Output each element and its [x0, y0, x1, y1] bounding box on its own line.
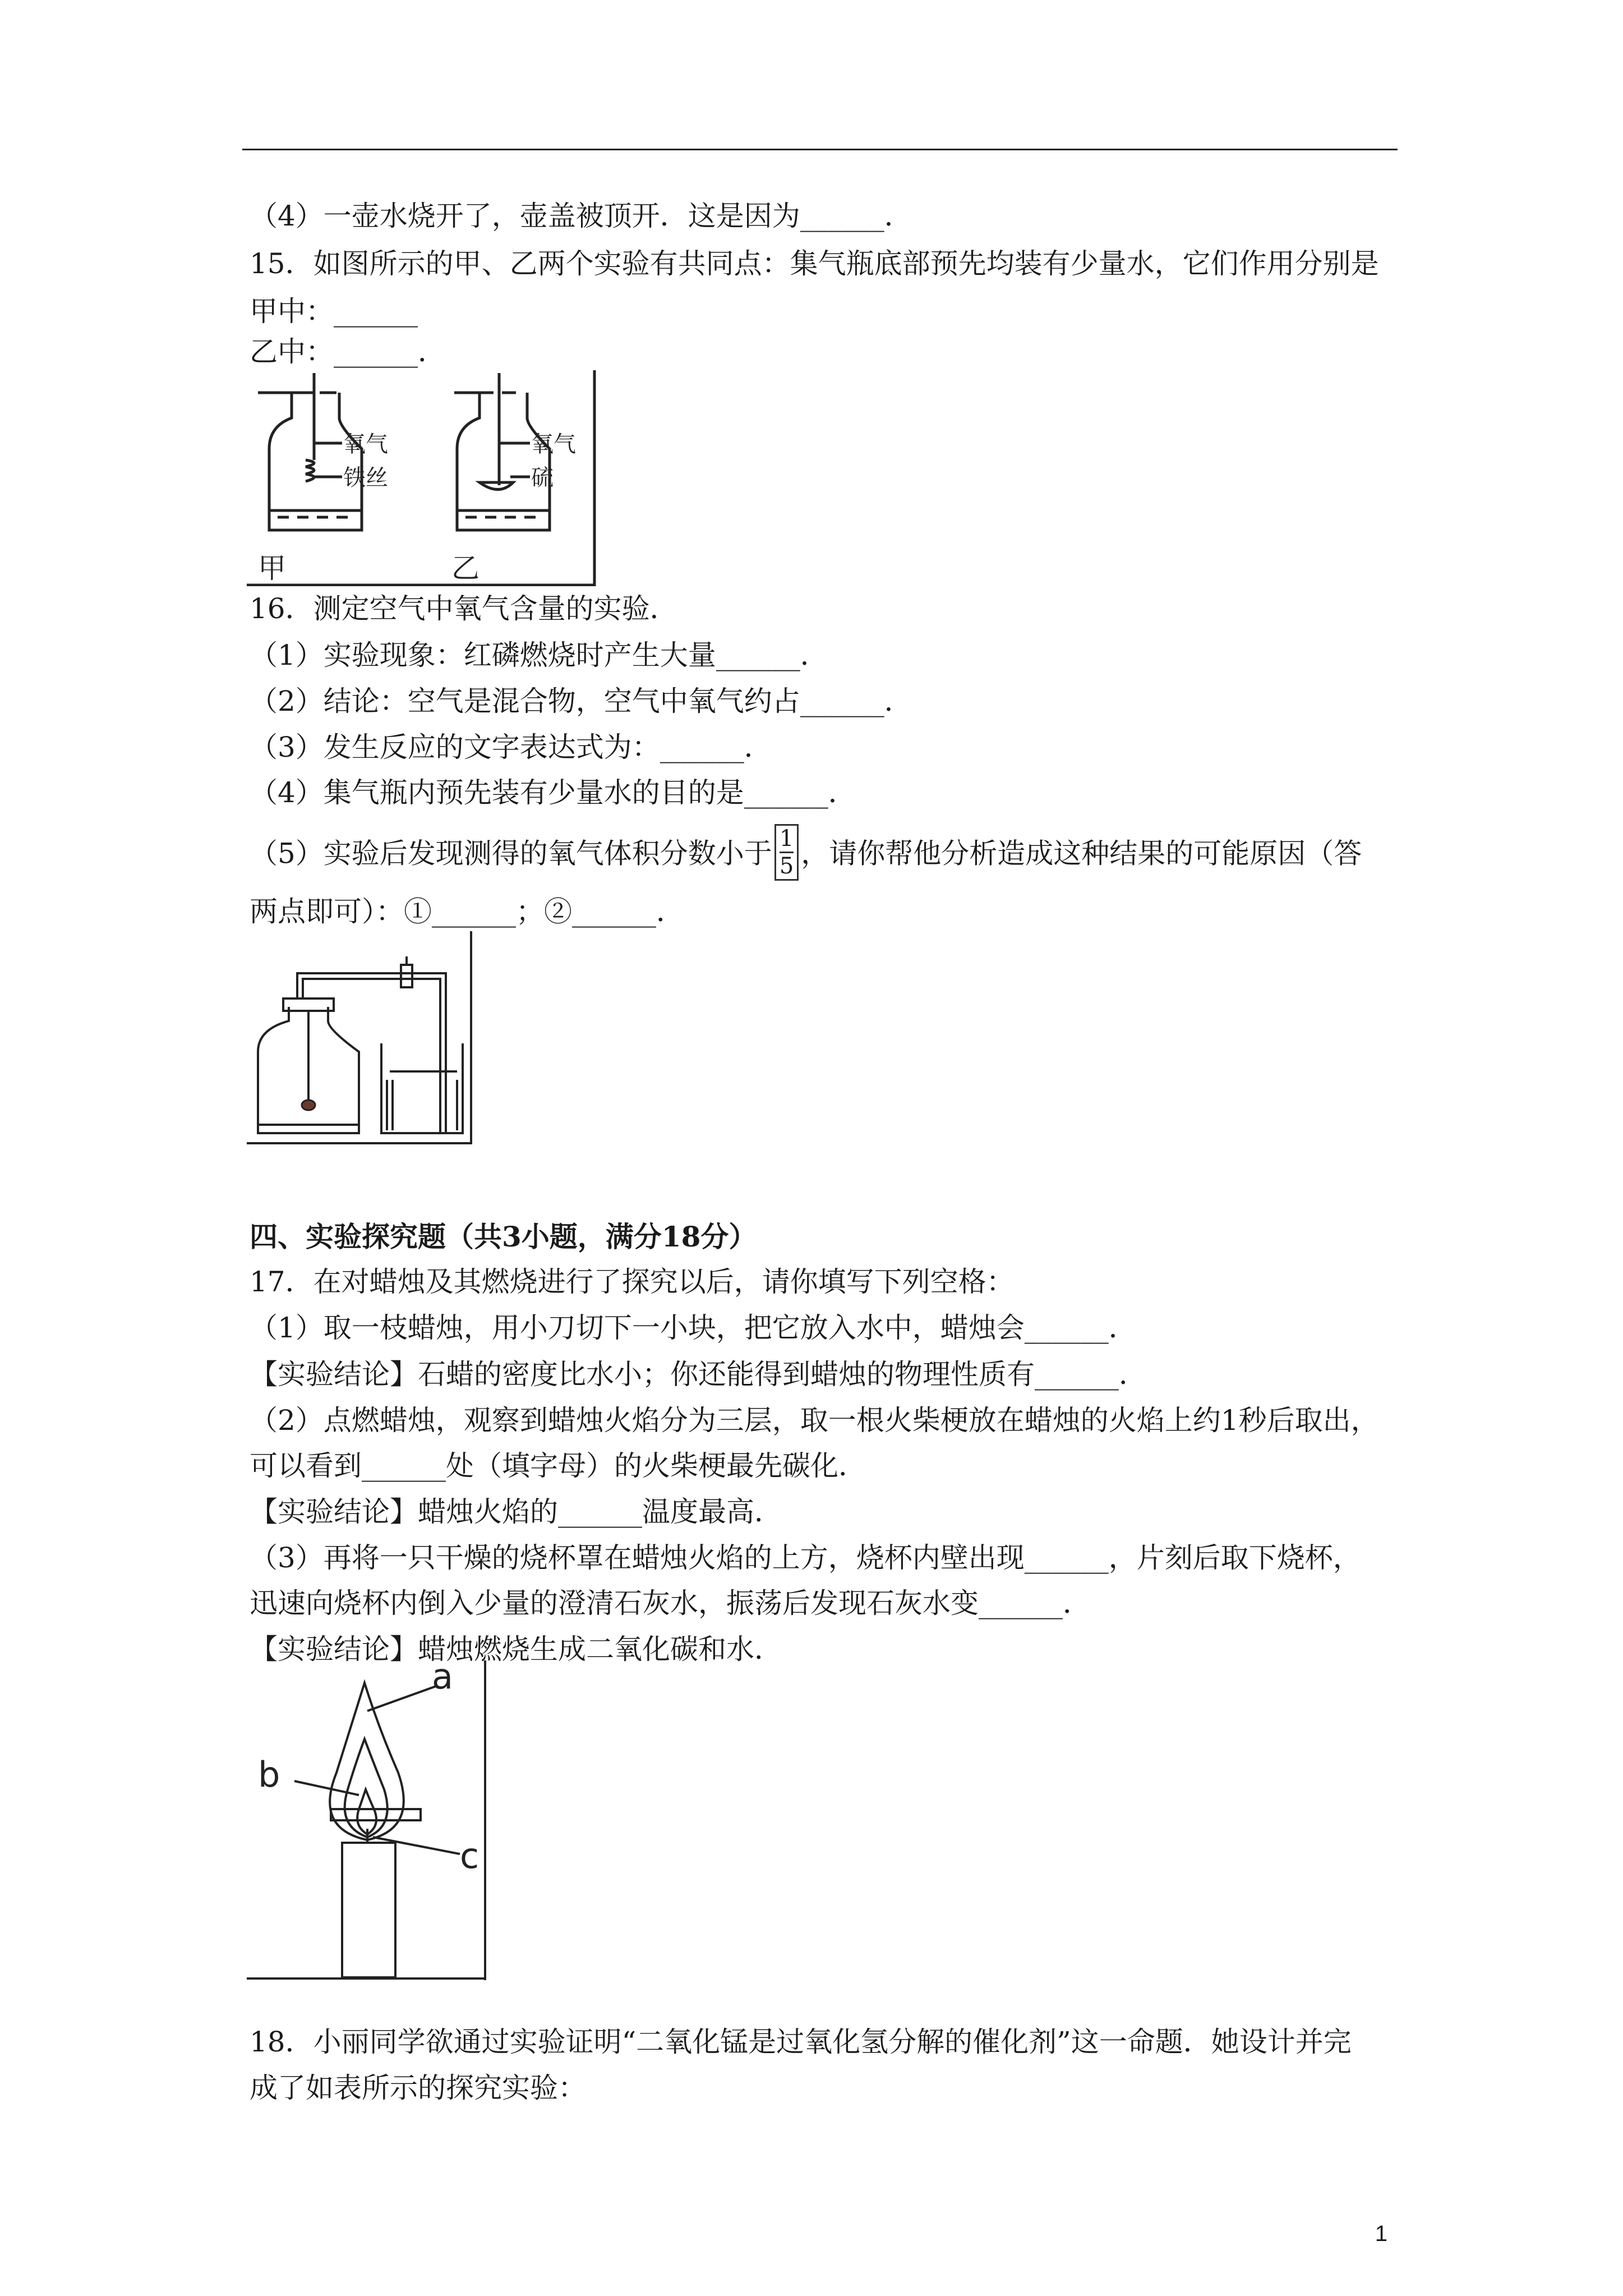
q16-part5-cont: 两点即可）：①______；②______． [250, 895, 684, 928]
fraction-one-fifth: $\frac{1}{5}$ [774, 824, 799, 881]
label-oxygen-jia: 氧气 [343, 431, 388, 457]
q15-stem: 15．如图所示的甲、乙两个实验有共同点：集气瓶底部预先均装有少量水，它们作用分别是 [250, 247, 1379, 280]
q16-stem: 16．测定空气中氧气含量的实验． [250, 592, 678, 625]
label-a: a [432, 1660, 453, 1697]
header-rule [242, 149, 1398, 150]
q15-yi-blank: 乙中：______． [250, 335, 446, 368]
figure-candle-flame [247, 1660, 488, 1980]
q15-jia-blank: 甲中：______ [250, 295, 418, 328]
q17-part1: （1）取一枝蜡烛，用小刀切下一小块，把它放入水中，蜡烛会______． [250, 1312, 1137, 1344]
label-c: c [460, 1835, 479, 1876]
q16-part2: （2）结论：空气是混合物，空气中氧气约占______． [250, 685, 912, 717]
q17-conclusion3: 【实验结论】蜡烛燃烧生成二氧化碳和水． [250, 1633, 782, 1665]
page-number: 1 [1375, 2221, 1387, 2246]
figure-phosphorus-apparatus [247, 931, 477, 1144]
q16-part3: （3）发生反应的文字表达式为：______． [250, 731, 772, 763]
label-yi: 乙 [451, 552, 479, 585]
q14-part4: （4）一壶水烧开了，壶盖被顶开．这是因为______． [250, 200, 912, 232]
q16-part5: （5）实验后发现测得的氧气体积分数小于 $\frac{1}{5}$ ，请你帮他分析造成这种结果的可能原因（答 [250, 827, 1362, 884]
figure-gas-bottles [247, 370, 600, 586]
label-oxygen-yi: 氧气 [531, 431, 576, 457]
label-iron-wire: 铁丝 [343, 465, 388, 491]
label-b: b [258, 1754, 280, 1795]
label-jia: 甲 [258, 552, 286, 585]
q17-part2-cont: 可以看到______处（填字母）的火柴梗最先碳化． [250, 1450, 866, 1482]
q17-stem: 17．在对蜡烛及其燃烧进行了探究以后，请你填写下列空格： [250, 1266, 1015, 1298]
q17-conclusion1: 【实验结论】石蜡的密度比水小；你还能得到蜡烛的物理性质有______． [250, 1358, 1147, 1391]
q18-stem-cont: 成了如表所示的探究实验： [250, 2072, 586, 2104]
q16-part1: （1）实验现象：红磷燃烧时产生大量______． [250, 639, 828, 671]
q17-conclusion2: 【实验结论】蜡烛火焰的______温度最高． [250, 1496, 782, 1528]
q17-part3-cont: 迅速向烧杯内倒入少量的澄清石灰水，振荡后发现石灰水变______． [250, 1587, 1091, 1619]
section-four-heading: 四、实验探究题（共3小题，满分18分） [250, 1220, 757, 1253]
label-sulfur: 硫 [531, 465, 554, 491]
q17-part2: （2）点燃蜡烛，观察到蜡烛火焰分为三层，取一根火柴梗放在蜡烛的火焰上约1秒后取出， [250, 1404, 1379, 1437]
q17-part3: （3）再将一只干燥的烧杯罩在蜡烛火焰的上方，烧杯内壁出现______，片刻后取下烧杯， [250, 1542, 1361, 1574]
q16-part4: （4）集气瓶内预先装有少量水的目的是______． [250, 776, 856, 809]
q18-stem: 18．小丽同学欲通过实验证明“二氧化锰是过氧化氢分解的催化剂”这一命题．她设计并完 [250, 2026, 1352, 2058]
